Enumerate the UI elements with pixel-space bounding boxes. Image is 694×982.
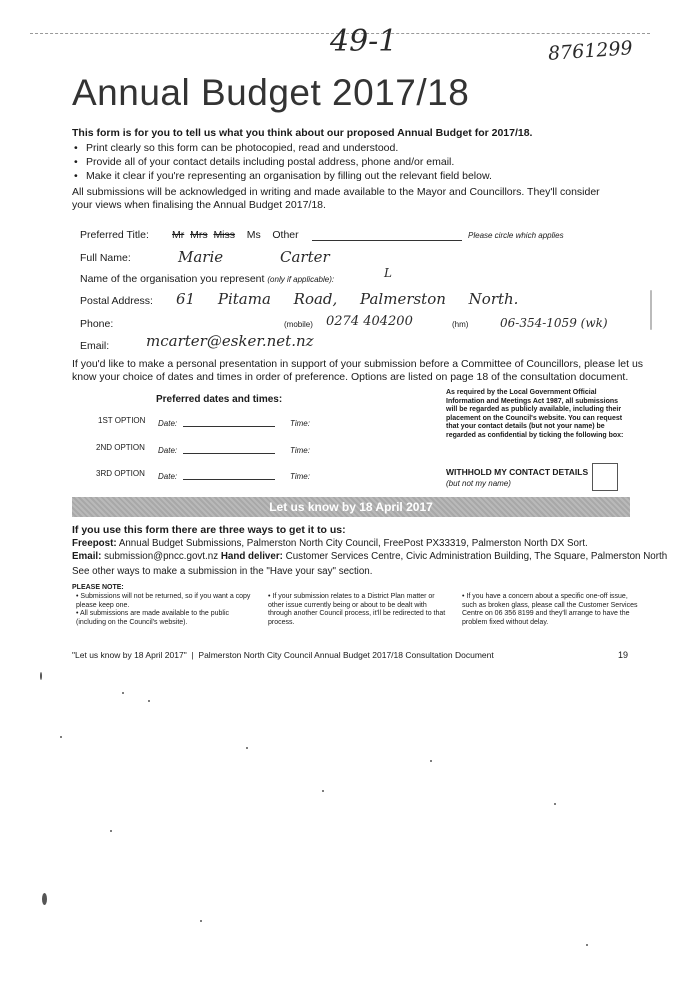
circle-note: Please circle which applies (468, 231, 564, 240)
postal-address-label: Postal Address: (80, 295, 153, 307)
scan-speck (122, 692, 124, 694)
intro-bullet: • Make it clear if you're representing an organisation by filling out the relevant field below. (74, 170, 492, 182)
date-label: Date: (158, 419, 178, 428)
scan-speck (430, 760, 432, 762)
acknowledgement-text: All submissions will be acknowledged in writing and made available to the Mayor and Councillors. They'll consider your views when finalising the Annual Budget 2017/18. (72, 186, 600, 211)
full-name-label: Full Name: (80, 252, 131, 264)
ways-heading: If you use this form there are three ways to get it to us: (72, 524, 346, 536)
option-label: 1ST OPTION (98, 416, 146, 425)
email-value[interactable]: mcarter@esker.net.nz (146, 332, 314, 350)
mobile-label: (mobile) (284, 320, 313, 329)
scan-speck (650, 290, 652, 330)
full-name-last[interactable]: Carter (280, 248, 330, 266)
intro-heading: This form is for you to tell us what you think about our proposed Annual Budget for 2017/18. (72, 127, 533, 139)
option-label: 3RD OPTION (96, 469, 145, 478)
date-line[interactable] (183, 426, 275, 427)
option-label: 2ND OPTION (96, 443, 145, 452)
freepost-line: Freepost: Annual Budget Submissions, Palmerston North City Council, FreePost PX33319, Palmerston North DX Sort. (72, 538, 588, 549)
organisation-label: Name of the organisation you represent (only if applicable): (80, 273, 335, 285)
please-note-col3: • If you have a concern about a specific one-off issue, such as broken glass, please call the Customer Services Centre on 06 356 8199 and they'll arrange to have the problem fixed without delay. (462, 593, 638, 626)
preferred-dates-heading: Preferred dates and times: (156, 394, 283, 405)
other-title-line[interactable] (312, 240, 462, 241)
scan-speck (586, 944, 588, 946)
intro-bullet: • Provide all of your contact details including postal address, phone and/or email. (74, 156, 455, 168)
presentation-text: If you'd like to make a personal presentation in support of your submission before a Committee of Councillors, please let us know your choice of dates and times in order of preference. Options are listed on page 18 of the consultation document. (72, 358, 644, 383)
home-phone-label: (hm) (452, 320, 469, 329)
withhold-label: WITHHOLD MY CONTACT DETAILS (446, 467, 589, 477)
please-note-col2: • If your submission relates to a District Plan matter or other issue currently being or about to be dealt with through another Council process, it'll be redirected to that process. (268, 593, 446, 626)
scan-speck (246, 747, 248, 749)
date-label: Date: (158, 472, 178, 481)
page-title: Annual Budget 2017/18 (72, 72, 470, 113)
date-label: Date: (158, 446, 178, 455)
full-name-first[interactable]: Marie (178, 248, 224, 266)
time-label: Time: (290, 472, 310, 481)
time-label: Time: (290, 446, 310, 455)
date-line[interactable] (183, 479, 275, 480)
other-ways-text: See other ways to make a submission in the "Have your say" section. (72, 566, 373, 577)
scan-speck (110, 830, 112, 832)
privacy-notice: As required by the Local Government Official Information and Meetings Act 1987, all submissions will be regarded as publicly available, including their placement on the Council's website. You can request that your contact details (but not your name) be regarded as confidential by ticking the following box: (446, 389, 624, 439)
scan-speck (200, 920, 202, 922)
organisation-value[interactable]: L (384, 266, 392, 280)
email-label: Email: (80, 340, 110, 352)
scan-speck (554, 803, 556, 805)
page-footer: "Let us know by 18 April 2017" | Palmerston North City Council Annual Budget 2017/18 Consultation Document (72, 650, 494, 660)
preferred-title-label: Preferred Title: (80, 229, 149, 241)
scan-speck (322, 790, 324, 792)
withhold-note: (but not my name) (446, 479, 511, 488)
scan-speck (40, 672, 42, 680)
email-deliver-line: Email: submission@pncc.govt.nz Hand deliver: Customer Services Centre, Civic Administration Building, The Square, Palmerston North (72, 551, 668, 562)
scan-speck (60, 736, 62, 738)
scan-speck (42, 893, 47, 905)
home-phone-value[interactable]: 06-354-1059 (wk) (500, 316, 608, 330)
postal-address-value[interactable]: 61 Pitama Road, Palmerston North. (176, 290, 519, 308)
phone-label: Phone: (80, 318, 114, 330)
mobile-value[interactable]: 0274 404200 (326, 314, 413, 329)
intro-bullet: • Print clearly so this form can be photocopied, read and understood. (74, 142, 399, 154)
withhold-checkbox[interactable] (592, 463, 618, 491)
please-note-heading: PLEASE NOTE: (72, 584, 124, 591)
title-options[interactable]: Mr Mrs Miss Ms Other (172, 229, 299, 241)
page-number: 19 (618, 650, 629, 660)
deadline-banner: Let us know by 18 April 2017 (72, 497, 630, 517)
scan-speck (148, 700, 150, 702)
handwritten-ref-number: 49-1 (330, 24, 398, 59)
date-line[interactable] (183, 453, 275, 454)
please-note-col1: • Submissions will not be returned, so if you want a copy please keep one. • All submissions are made available to the public (including on the Council's website). (76, 593, 251, 626)
time-label: Time: (290, 419, 310, 428)
handwritten-doc-number: 8761299 (547, 37, 634, 65)
